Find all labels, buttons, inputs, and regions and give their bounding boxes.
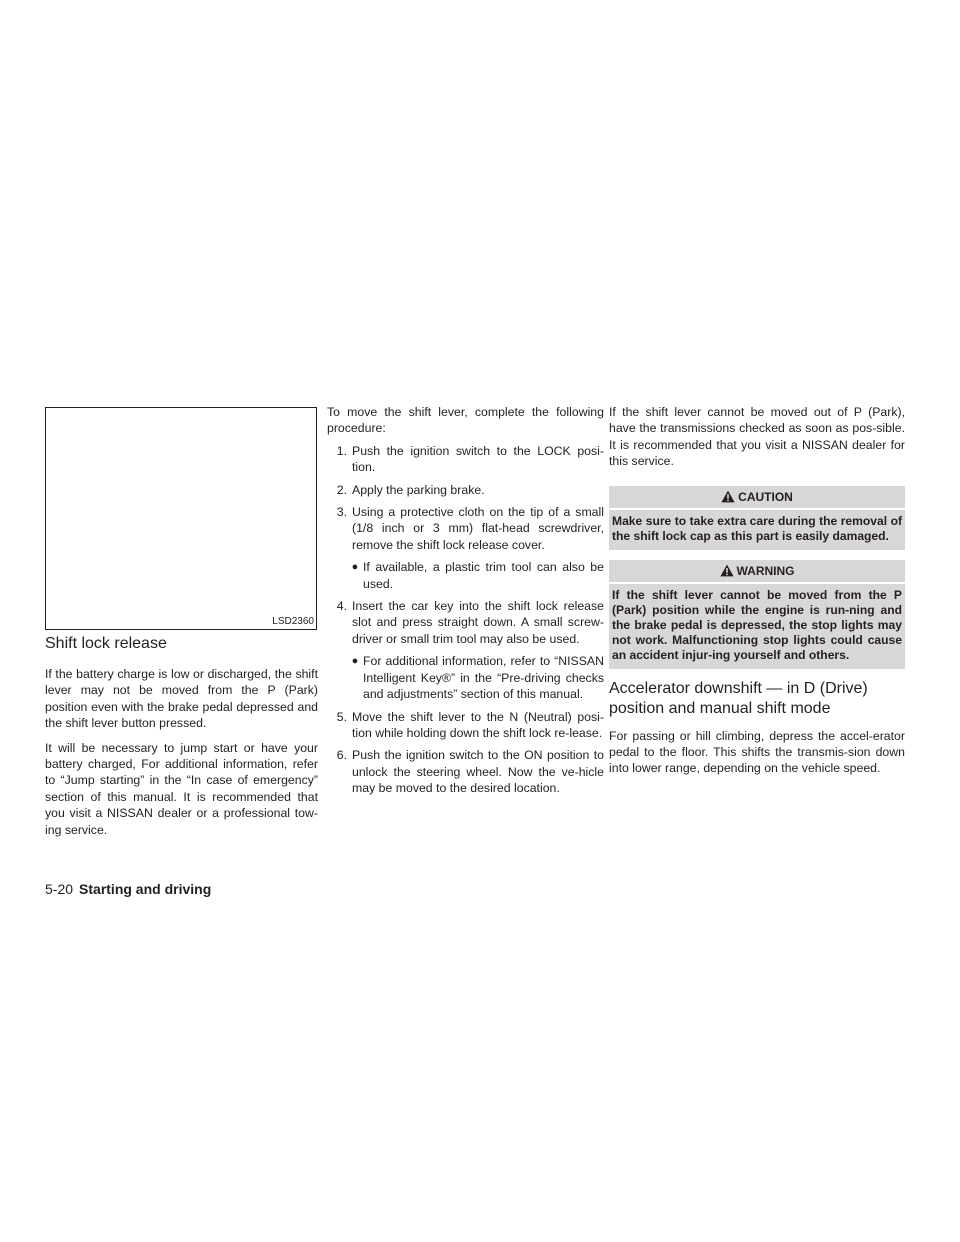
paragraph: It will be necessary to jump start or have your battery charged, For additional information, refer to “Jump starting” in the “In case of emergency” section of this manual. It is recommended that you visit a NISSAN dealer or a professional tow-ing service. <box>45 740 318 837</box>
procedure-sub-bullet <box>347 653 604 702</box>
accelerator-paragraph: For passing or hill climbing, depress the accel-erator pedal to the floor. This shifts the transmis-sion down into lower range, depending on the vehicle speed. <box>609 728 905 776</box>
step-number: 1. <box>336 443 347 458</box>
caution-header <box>609 486 905 508</box>
procedure-section <box>327 404 604 803</box>
page-footer <box>45 880 211 898</box>
transmission-check-paragraph: If the shift lever cannot be moved out of P (Park), have the transmissions checked as soon as pos-sible. It is recommended that you visit a NISSAN dealer for this service. <box>609 405 905 469</box>
caution-text: Make sure to take extra care during the removal of the shift lock cap as this part is easily damaged. <box>609 508 905 550</box>
warning-triangle-icon <box>721 490 735 503</box>
section-heading: Shift lock release <box>45 635 167 652</box>
procedure-intro: To move the shift lever, complete the following procedure: <box>327 405 604 436</box>
warning-header <box>609 560 905 582</box>
sub-text: For additional information, refer to “NISSAN Intelligent Key®” in the “Pre-driving checks and adjustments” section of this manual. <box>363 654 604 702</box>
column-three <box>609 404 905 777</box>
bullet-icon: ● <box>351 655 359 668</box>
step-number: 3. <box>336 505 347 520</box>
warning-box <box>609 560 905 669</box>
paragraph: If the battery charge is low or discharged, the shift lever may not be moved from the P (Park) position even with the brake pedal depressed and the shift lever button pressed. <box>45 667 318 731</box>
shift-lock-section <box>45 634 318 838</box>
sub-text: If available, a plastic trim tool can also be used. <box>363 560 604 591</box>
step-text: Push the ignition switch to the LOCK posi-tion. <box>352 443 604 475</box>
step-number: 4. <box>336 599 347 614</box>
procedure-step <box>327 709 604 742</box>
section-heading: Accelerator downshift — in D (Drive) position and manual shift mode <box>609 679 868 717</box>
step-number: 2. <box>336 482 347 497</box>
figure-placeholder <box>45 407 317 630</box>
section-title: Starting and driving <box>79 881 212 897</box>
procedure-step <box>327 443 604 476</box>
warning-text: If the shift lever cannot be moved from the P (Park) position while the engine is run-ning and the brake pedal is depressed, the stop lights may not work. Malfunctioning stop lights could cause an accident injur-ing yourself and others. <box>609 582 905 669</box>
step-text: Move the shift lever to the N (Neutral) posi-tion while holding down the shift lock re-lease. <box>352 709 604 740</box>
step-text: Insert the car key into the shift lock release slot and press straight down. A small screw-driver or small trim tool may also be used. <box>352 599 604 646</box>
figure-code: LSD2360 <box>272 616 314 627</box>
page-number: 5-20 <box>45 881 74 897</box>
procedure-step <box>327 598 604 647</box>
warning-triangle-icon <box>720 564 734 577</box>
step-number: 6. <box>336 748 347 763</box>
step-text: Apply the parking brake. <box>352 482 485 497</box>
procedure-step <box>327 482 604 498</box>
caution-title: CAUTION <box>738 489 793 504</box>
step-text: Using a protective cloth on the tip of a small (1/8 inch or 3 mm) flat-head screwdriver, remove the shift lock release cover. <box>352 505 604 552</box>
warning-title: WARNING <box>736 563 795 578</box>
caution-box <box>609 486 905 550</box>
procedure-step <box>327 504 604 553</box>
procedure-sub-bullet <box>347 559 604 592</box>
procedure-step <box>327 747 604 796</box>
step-number: 5. <box>336 709 347 724</box>
step-text: Push the ignition switch to the ON position to unlock the steering wheel. Now the ve-hicle may be moved to the desired location. <box>352 748 604 796</box>
bullet-icon: ● <box>351 561 359 574</box>
